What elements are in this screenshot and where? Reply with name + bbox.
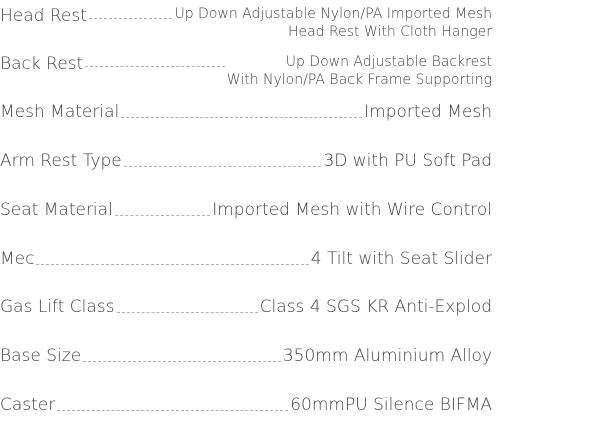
dotted-leader [117, 296, 258, 318]
spec-label: Back Rest [0, 54, 84, 74]
dotted-leader [85, 53, 225, 75]
spec-label: Mec [0, 249, 35, 269]
spec-value: Class 4 SGS KR Anti-Explod [259, 297, 492, 317]
dotted-leader [89, 5, 173, 27]
spec-value [227, 53, 492, 89]
spec-row-head-rest [0, 5, 492, 41]
spec-row-arm-rest-type [0, 150, 492, 172]
spec-value-line-2: With Nylon/PA Back Frame Supporting [226, 72, 492, 88]
spec-value-line-2: Head Rest With Cloth Hanger [287, 24, 492, 40]
spec-value: 3D with PU Soft Pad [323, 151, 492, 171]
dotted-leader [124, 150, 322, 172]
spec-label: Seat Material [0, 200, 113, 220]
dotted-leader [83, 345, 281, 367]
spec-value: 350mm Aluminium Alloy [282, 346, 492, 366]
spec-row-gas-lift-class [0, 296, 492, 318]
spec-label: Base Size [0, 346, 82, 366]
dotted-leader [121, 101, 362, 123]
spec-label: Arm Rest Type [0, 151, 122, 171]
dotted-leader [115, 199, 210, 221]
spec-value [174, 5, 492, 41]
spec-row-mec [0, 248, 492, 270]
spec-row-seat-material [0, 199, 492, 221]
spec-value: 60mmPU Silence BIFMA [290, 395, 492, 415]
spec-row-mesh-material [0, 101, 492, 123]
spec-label: Head Rest [0, 6, 87, 26]
spec-label: Gas Lift Class [0, 297, 115, 317]
spec-label: Mesh Material [0, 102, 120, 122]
spec-value-line-1: Up Down Adjustable Nylon/PA Imported Mesh [174, 6, 492, 22]
spec-label: Caster [0, 395, 56, 415]
spec-value: Imported Mesh with Wire Control [212, 200, 492, 220]
spec-row-back-rest [0, 53, 492, 89]
spec-value: Imported Mesh [364, 102, 492, 122]
dotted-leader [57, 394, 288, 416]
spec-value-line-1: Up Down Adjustable Backrest [285, 54, 492, 70]
spec-row-caster [0, 394, 492, 416]
spec-value: 4 Tilt with Seat Slider [310, 249, 492, 269]
dotted-leader [36, 248, 308, 270]
spec-row-base-size [0, 345, 492, 367]
